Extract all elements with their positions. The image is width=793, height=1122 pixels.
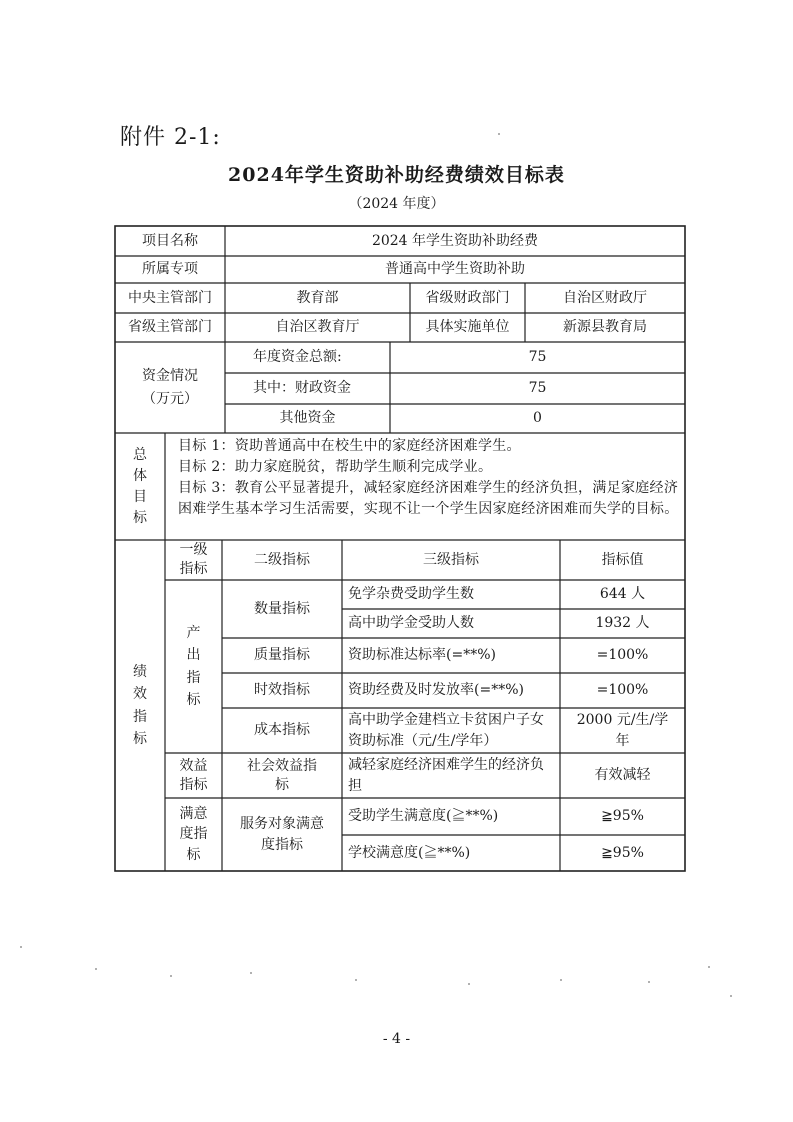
category-value: 普通高中学生资助补助 xyxy=(385,261,525,278)
satisfaction-indicator-label: 满意度指标 xyxy=(179,806,208,863)
funds-fiscal-label: 其中：财政资金 xyxy=(253,380,351,397)
quality-value: =100% xyxy=(596,647,649,664)
central-dept-label: 中央主管部门 xyxy=(128,289,212,306)
funds-label-line2: （万元） xyxy=(142,390,198,407)
scan-speck xyxy=(468,983,470,985)
scan-speck xyxy=(560,979,562,981)
scan-speck xyxy=(250,972,252,974)
q-row-2-value: 1932 人 xyxy=(595,615,650,632)
prov-finance-value: 自治区财政厅 xyxy=(563,289,647,306)
header-value: 指标值 xyxy=(601,551,644,568)
scan-speck xyxy=(95,968,97,970)
social-benefit-indicator: 社会效益指标 xyxy=(247,757,317,793)
header-level3: 三级指标 xyxy=(423,551,479,568)
satisfaction-row-1-name: 受助学生满意度(≧**%) xyxy=(348,808,499,825)
cost-name: 高中助学金建档立卡贫困户子女资助标准（元/生/学年） xyxy=(348,712,544,749)
project-label: 项目名称 xyxy=(142,232,198,249)
category-label: 所属专项 xyxy=(142,261,198,278)
overall-goals xyxy=(178,436,680,520)
central-dept-value: 教育部 xyxy=(296,289,339,306)
project-value: 2024 年学生资助补助经费 xyxy=(371,232,539,249)
year-note: （2024 年度） xyxy=(348,196,445,212)
satisfaction-row-2-name: 学校满意度(≧**%) xyxy=(348,844,471,861)
satisfaction-row-1-value: ≧95% xyxy=(601,808,644,825)
scan-speck xyxy=(355,979,357,981)
timeliness-value: =100% xyxy=(596,682,649,699)
funds-other-label: 其他资金 xyxy=(279,410,336,427)
goal-1: 目标 1：资助普通高中在校生中的家庭经济困难学生。 xyxy=(178,438,521,454)
quantity-indicator: 数量指标 xyxy=(254,600,310,617)
cost-value: 2000 元/生/学年 xyxy=(576,712,669,749)
timeliness-name: 资助经费及时发放率(=**%) xyxy=(348,682,524,699)
q-row-1-name: 免学杂费受助学生数 xyxy=(348,586,474,603)
benefit-indicator-label: 效益指标 xyxy=(179,757,208,793)
attachment-label: 附件 2-1: xyxy=(120,125,221,150)
satisfaction-row-2-value: ≧95% xyxy=(601,844,644,861)
page-title: 2024年学生资助补助经费绩效目标表 xyxy=(228,164,565,186)
quality-name: 资助标准达标率(=**%) xyxy=(348,647,496,664)
header-level2: 二级指标 xyxy=(254,551,310,568)
goal-2: 目标 2：助力家庭脱贫，帮助学生顺利完成学业。 xyxy=(178,459,493,475)
q-row-1-value: 644 人 xyxy=(599,586,646,603)
timeliness-indicator: 时效指标 xyxy=(254,682,310,699)
q-row-2-name: 高中助学金受助人数 xyxy=(348,615,474,632)
scan-speck xyxy=(20,946,22,948)
overall-goal-label: 总 体 目 标 xyxy=(133,446,147,526)
scan-speck xyxy=(498,133,500,135)
scan-speck xyxy=(730,995,732,997)
scan-speck xyxy=(170,975,172,977)
funds-label xyxy=(115,342,225,433)
service-satisfaction-indicator: 服务对象满意度指标 xyxy=(240,816,324,853)
funds-total-label: 年度资金总额: xyxy=(253,349,342,366)
benefit-name: 减轻家庭经济困难学生的经济负担 xyxy=(348,757,544,794)
page-number: - 4 - xyxy=(382,1031,411,1047)
output-indicator-label: 产 出 指 标 xyxy=(186,624,201,708)
header-level1: 一级指标 xyxy=(179,542,208,577)
quality-indicator: 质量指标 xyxy=(254,647,310,664)
prov-finance-label: 省级财政部门 xyxy=(425,289,510,306)
funds-total-value: 75 xyxy=(528,349,547,366)
cost-indicator: 成本指标 xyxy=(254,722,310,739)
prov-dept-label: 省级主管部门 xyxy=(128,319,212,336)
impl-unit-value: 新源县教育局 xyxy=(563,319,647,336)
scan-speck xyxy=(708,966,710,968)
funds-other-value: 0 xyxy=(533,410,542,427)
impl-unit-label: 具体实施单位 xyxy=(425,319,510,336)
performance-label: 绩 效 指 标 xyxy=(133,663,147,747)
funds-label-line1: 资金情况 xyxy=(142,368,198,385)
scan-speck xyxy=(648,981,650,983)
goal-3: 目标 3：教育公平显著提升，减轻家庭经济困难学生的经济负担，满足家庭经济困难学生基本学习生活需要，实现不让一个学生因家庭经济困难而失学的目标。 xyxy=(178,480,679,517)
prov-dept-value: 自治区教育厅 xyxy=(275,319,360,336)
funds-fiscal-value: 75 xyxy=(528,380,547,397)
benefit-value: 有效减轻 xyxy=(594,767,651,784)
